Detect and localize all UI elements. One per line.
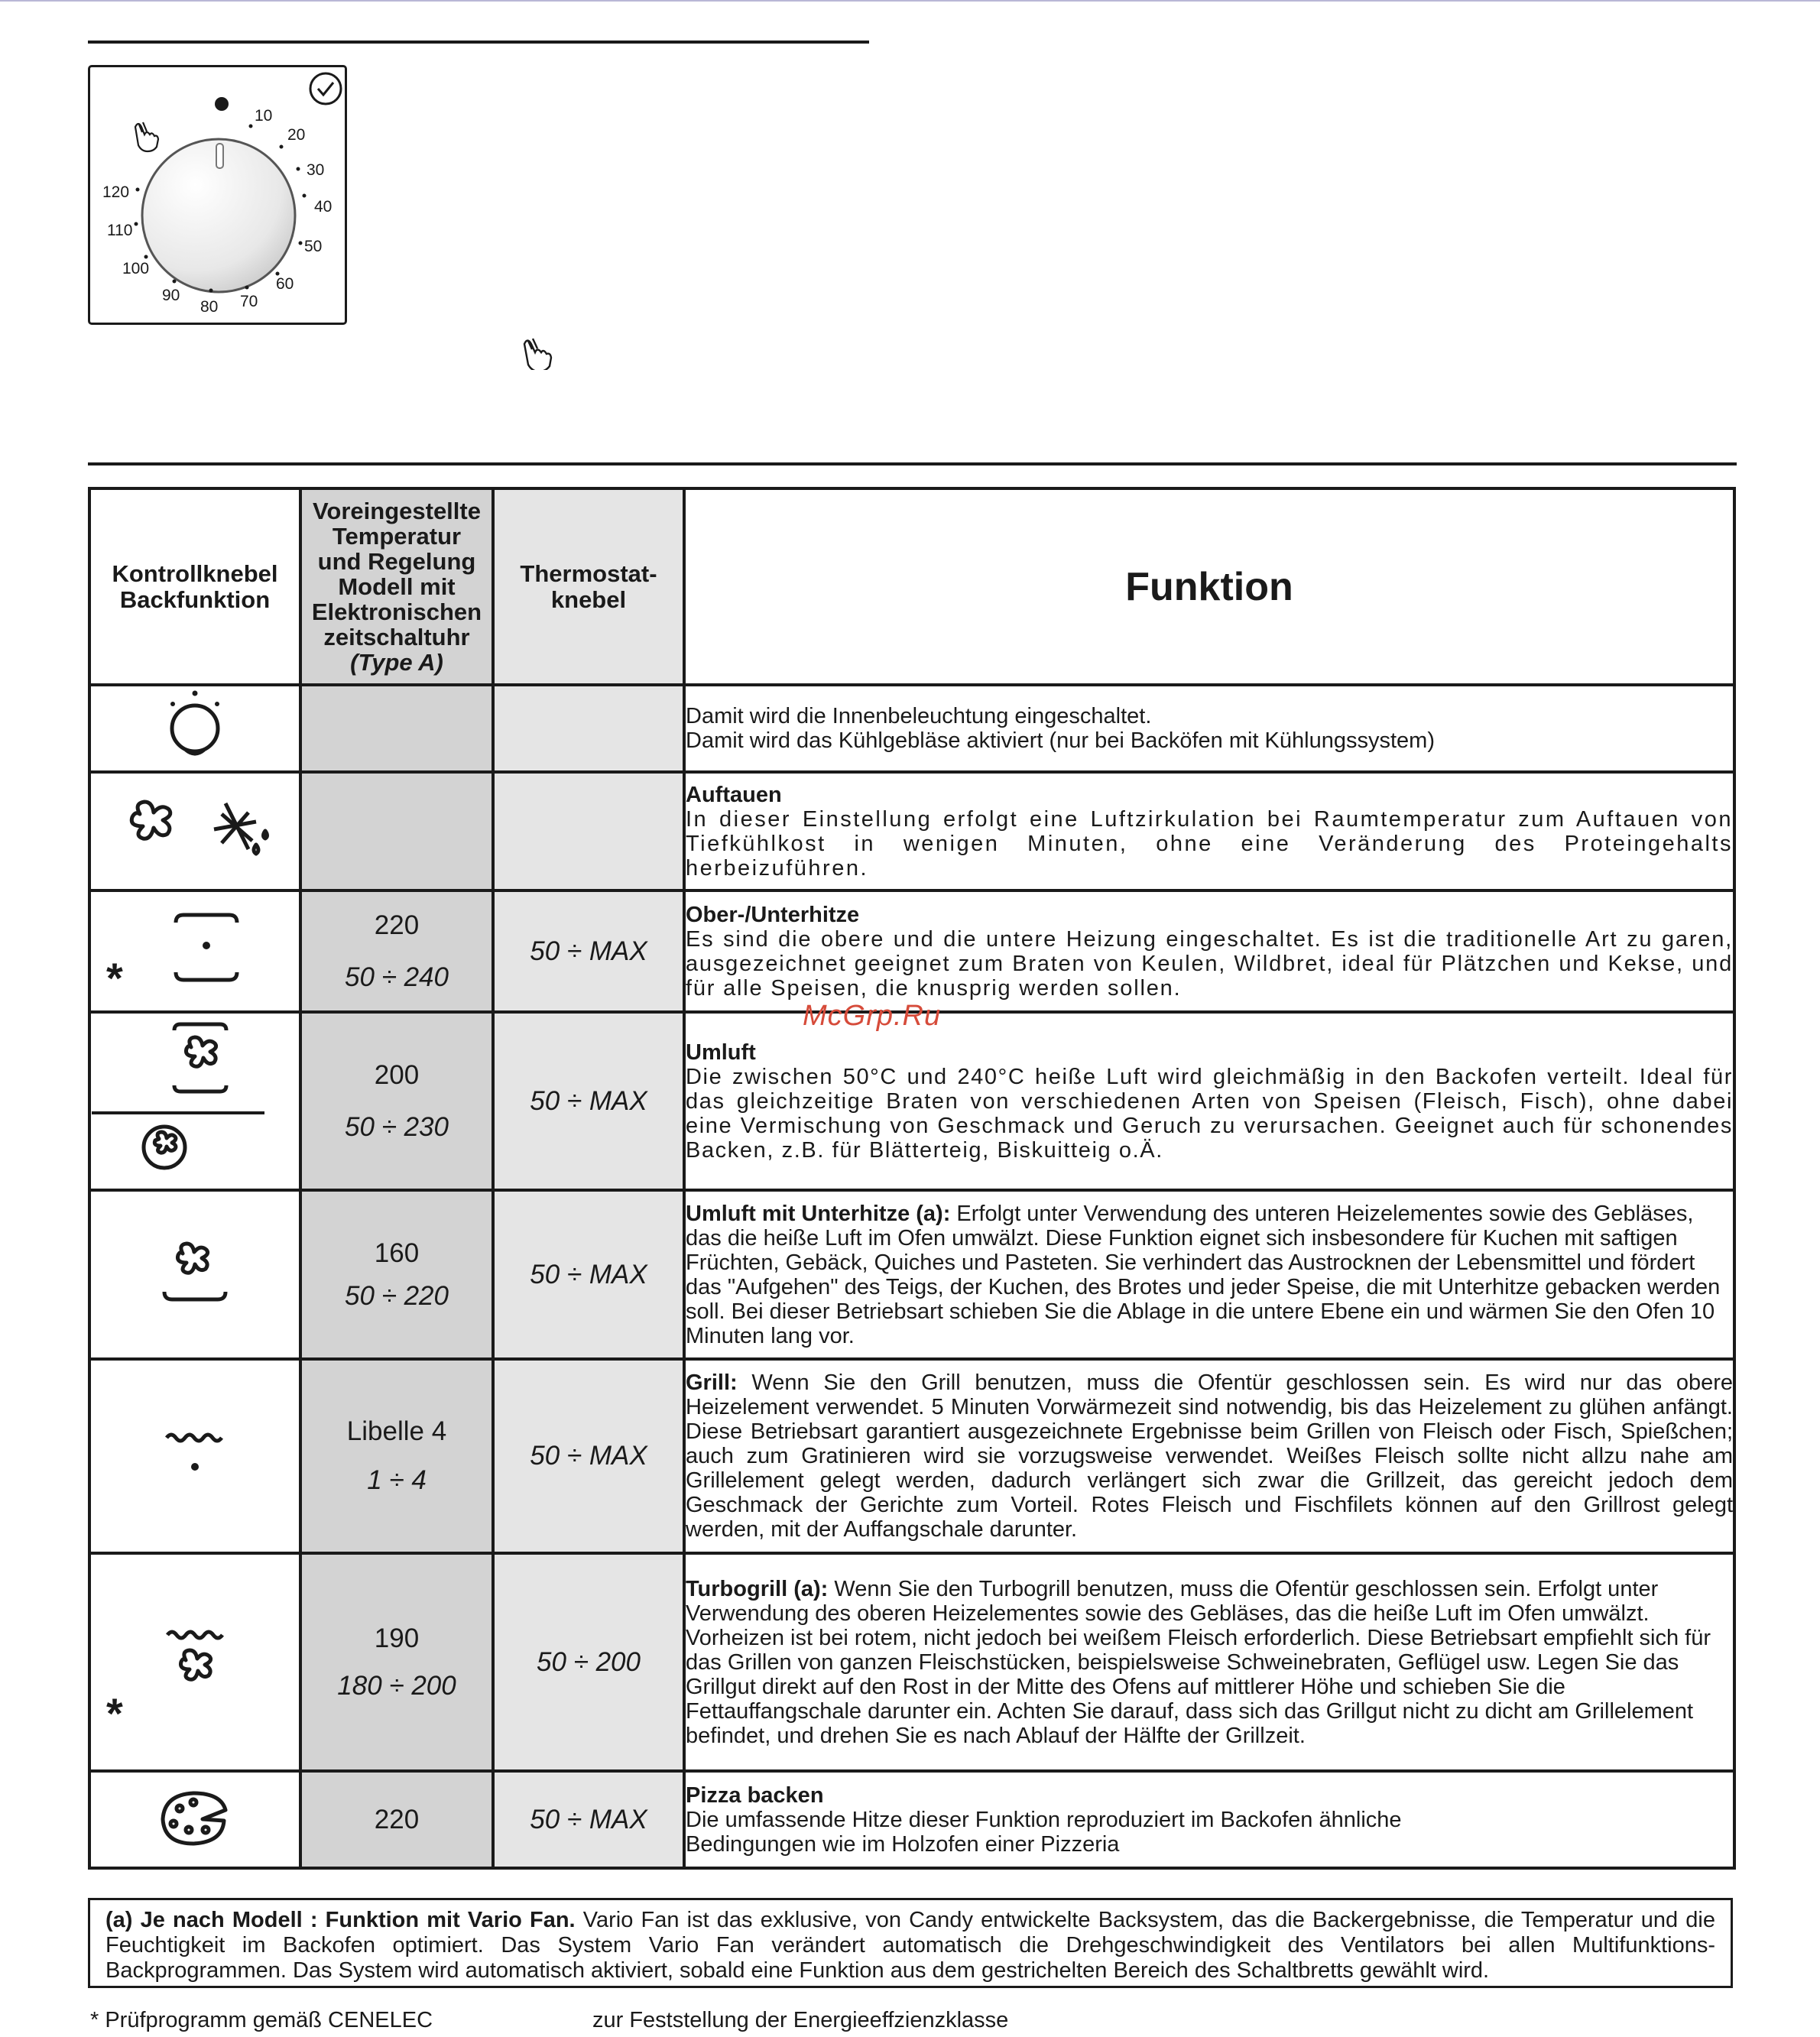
function-text-cell xyxy=(684,1012,1734,1190)
thermostat-range: 50 ÷ MAX xyxy=(530,1259,647,1289)
header-preset-temperature xyxy=(300,488,493,685)
dial-tick-label: 20 xyxy=(287,126,306,144)
header-control-knob: Kontrollknebel Backfunktion xyxy=(89,488,300,685)
dial-tick-label: 80 xyxy=(200,298,219,316)
table-row xyxy=(89,890,1734,1012)
header-thermostat: Thermostat-knebel xyxy=(493,488,684,685)
preset-value: Libelle 4 xyxy=(346,1416,447,1446)
table-row xyxy=(89,1771,1734,1868)
fan-bottom-heat-icon xyxy=(157,1231,233,1315)
section-rule-top xyxy=(88,41,869,44)
thermostat-cell xyxy=(493,1359,684,1553)
function-description: Wenn Sie den Turbogrill benutzen, muss die Ofentür geschlossen sein. Erfolgt unter Verwendung des oberen Heizelementes sowie des Gebläses, das die heiße Luft im Ofen umwälzt. Vorheizen ist bei rotem, nicht jedoch bei weißem Fleisch erforderlich. Diese Betriebsart empfiehlt sich für das Grillen von ganzen Fleischstücken, beispielsweise Schweinebraten, Geflügel usw. Legen Sie das Grillgut direkt auf den Rost in der Mitte des Ofens auf mittlerer Höhe und schieben Sie die Fettauffangschale darunter ein. Achten Sie darauf, dass sich das Grillgut nicht zu dicht am Grillelement befindet, und drehen Sie es nach Ablauf der Hälfte der Grillzeit. xyxy=(686,1576,1711,1748)
star-marker: * xyxy=(106,1689,123,1737)
function-text-cell xyxy=(684,1771,1734,1868)
function-title: Pizza backen xyxy=(686,1782,824,1808)
footnote-box xyxy=(88,1898,1733,1988)
header-line: zeitschaltuhr xyxy=(323,624,470,650)
function-text-cell xyxy=(684,772,1734,890)
thermostat-cell xyxy=(493,1553,684,1771)
test-program-note: * Prüfprogramm gemäß CENELEC xyxy=(90,2008,433,2032)
header-line: Elektronischen xyxy=(311,598,482,625)
function-title: Auftauen xyxy=(686,782,782,807)
hand-icon xyxy=(135,122,158,151)
thermostat-range: 50 ÷ 200 xyxy=(537,1646,641,1677)
top-bottom-heat-icon xyxy=(168,907,245,991)
table-row xyxy=(89,1190,1734,1359)
preset-cell xyxy=(300,1359,493,1553)
preset-range: 50 ÷ 240 xyxy=(345,962,449,992)
preset-cell xyxy=(300,772,493,890)
timer-dial-panel xyxy=(88,65,347,325)
thermostat-cell xyxy=(493,1190,684,1359)
dial-tick-label: 110 xyxy=(107,222,133,239)
preset-value: 160 xyxy=(374,1237,420,1268)
watermark: McGrp.Ru xyxy=(803,1000,942,1032)
function-description: Wenn Sie den Grill benutzen, muss die Ofentür geschlossen sein. Es wird nur das obere Heizelement verwendet. 5 Minuten Vorwärmezeit sind notwendig, bis das Heizelement zu glühen anfängt. Diese Betriebsart garantiert ausgezeichnete Ergebnisse beim Grillen von Fleisch oder Fisch, Spießchen; auch zum Gratinieren wird sie vorzugsweise verwendet. Weißes Fleisch sollte nicht allzu nahe am Grillelement gelegt werden, dadurch verlängert sich zwar die Grillzeit, das gereicht jedoch dem Geschmack der Gerichte zum Vorteil. Rotes Fleisch und Fischfilets können auf den Grillrost gelegt werden, mit der Auffangschale darunter. xyxy=(686,1370,1733,1542)
thermostat-cell xyxy=(493,890,684,1012)
dial-tick-label: 40 xyxy=(314,198,333,216)
table-header-row xyxy=(89,488,1734,685)
preset-range: 1 ÷ 4 xyxy=(367,1465,427,1495)
preset-range: 50 ÷ 220 xyxy=(345,1280,449,1311)
defrost-icon xyxy=(111,791,279,868)
function-text-cell xyxy=(684,1190,1734,1359)
preset-value: 200 xyxy=(374,1059,420,1090)
clock-check-icon xyxy=(310,73,341,104)
thermostat-range: 50 ÷ MAX xyxy=(530,1085,647,1116)
header-function: Funktion xyxy=(684,488,1734,685)
preset-cell xyxy=(300,1012,493,1190)
preset-range: 180 ÷ 200 xyxy=(337,1670,456,1701)
fan-heat-icon xyxy=(92,1015,298,1183)
row-icon-cell xyxy=(89,772,300,890)
preset-cell xyxy=(300,890,493,1012)
function-text-cell xyxy=(684,685,1734,772)
table-row xyxy=(89,1359,1734,1553)
function-description: Die umfassende Hitze dieser Funktion reproduziert im Backofen ähnliche Bedingungen wie im Holzofen einer Pizzeria xyxy=(686,1807,1402,1857)
row-icon-cell xyxy=(89,1359,300,1553)
oven-functions-table xyxy=(88,487,1736,1870)
header-line: Modell mit xyxy=(338,573,456,600)
hand-icon xyxy=(520,336,553,370)
row-icon-cell xyxy=(89,1553,300,1771)
function-title: Turbogrill (a): xyxy=(686,1576,829,1601)
thermostat-cell xyxy=(493,1012,684,1190)
function-title: Grill: xyxy=(686,1370,738,1395)
turbogrill-icon xyxy=(157,1618,233,1702)
preset-cell xyxy=(300,1553,493,1771)
row-icon-cell xyxy=(89,1771,300,1868)
preset-value: 190 xyxy=(374,1623,420,1653)
row-icon-cell xyxy=(89,890,300,1012)
function-description: In dieser Einstellung erfolgt eine Luftzirkulation bei Raumtemperatur zum Auftauen von Tiefkühlkost in wenigen Minuten, ohne eine Veränderung des Proteingehalts herbeizuführen. xyxy=(686,806,1733,881)
function-title: Umluft xyxy=(686,1040,756,1065)
header-line: Voreingestellte xyxy=(313,498,481,524)
dial-tick-label: 90 xyxy=(162,287,180,304)
function-text-cell xyxy=(684,890,1734,1012)
energy-class-note: zur Feststellung der Energieeffzienzklasse xyxy=(592,2008,1009,2032)
table-row xyxy=(89,1012,1734,1190)
dial-tick-label: 10 xyxy=(255,107,273,125)
dial-tick-label: 120 xyxy=(102,183,130,201)
function-title: Ober-/Unterhitze xyxy=(686,902,860,927)
dial-tick-label: 100 xyxy=(122,260,150,277)
thermostat-range: 50 ÷ MAX xyxy=(530,936,647,966)
thermostat-range: 50 ÷ MAX xyxy=(530,1804,647,1834)
header-line: Temperatur xyxy=(332,523,462,550)
thermostat-cell xyxy=(493,772,684,890)
table-row xyxy=(89,1553,1734,1771)
dial-tick-label: 30 xyxy=(307,161,325,179)
dial-tick-label: 70 xyxy=(240,293,258,310)
section-rule-table xyxy=(88,462,1737,465)
function-description: Die zwischen 50°C und 240°C heiße Luft wird gleichmäßig in den Backofen verteilt. Ideal für das gleichzeitige Braten von verschiedenen Arten von Speisen (Fleisch, Fisch), ohne dabei eine Vermischung von Geschmack und Geruch zu verursachen. Geeignet auch für schonendes Backen, z.B. für Blätterteig, Biskuitteig o.Ä. xyxy=(686,1064,1733,1163)
header-type: (Type A) xyxy=(350,649,443,676)
dial-tick-label: 60 xyxy=(276,275,294,293)
table-row xyxy=(89,685,1734,772)
row-icon-cell xyxy=(89,1190,300,1359)
preset-value: 220 xyxy=(374,1804,420,1834)
function-description: Es sind die obere und die untere Heizung eingeschaltet. Es ist die traditionelle Art zu garen, ausgezeichnet geeignet zum Braten von Keulen, Wildbret, ideal für Plätzchen und Kekse, und für alle Speisen, die knusprig werden sollen. xyxy=(686,926,1733,1001)
off-dot xyxy=(215,97,229,111)
lamp-icon xyxy=(161,689,229,765)
row-icon-cell xyxy=(89,685,300,772)
preset-range: 50 ÷ 230 xyxy=(345,1111,449,1142)
function-text-cell xyxy=(684,1359,1734,1553)
star-marker: * xyxy=(106,954,123,1002)
grill-icon xyxy=(161,1424,229,1485)
top-border-line xyxy=(0,0,1820,2)
footnote-text: Vario Fan ist das exklusive, von Candy entwickelte Backsystem, das die Backergebnisse, die Temperatur und die Feuchtigkeit im Backofen optimiert. Das System Vario Fan verändert automatisch die Drehgeschwindigkeit des Ventilators bei allen Multifunktions-Backprogrammen. Das System wird automatisch aktiviert, sobald eine Funktion aus dem gestrichelten Bereich des Schaltbretts gewählt wird. xyxy=(105,1908,1715,1983)
knob-pointer xyxy=(216,144,223,168)
pizza-icon xyxy=(157,1787,233,1848)
function-text-cell xyxy=(684,1553,1734,1771)
dial-tick-label: 50 xyxy=(304,238,323,255)
preset-cell xyxy=(300,685,493,772)
table-row xyxy=(89,772,1734,890)
preset-cell xyxy=(300,1771,493,1868)
row-icon-cell xyxy=(89,1012,300,1190)
footnote-title: (a) Je nach Modell : Funktion mit Vario Fan. xyxy=(105,1908,576,1932)
function-description: Erfolgt unter Verwendung des unteren Heizelementes sowie des Gebläses, das die heiße Luft im Ofen umwälzt. Diese Funktion eignet sich insbesondere für Kuchen mit saftigen Früchten, Gebäck, Quiches und Pasteten. Sie verhindert das Austrocknen der Lebensmittel und fördert das "Aufgehen" des Teigs, der Kuchen, des Brotes und jeder Speise, die mit Unterhitze gebacken werden soll. Bei dieser Betriebsart schieben Sie die Ablage in die untere Ebene ein und wärmen Sie den Ofen 10 Minuten lang vor. xyxy=(686,1201,1721,1348)
header-line: und Regelung xyxy=(317,548,476,575)
thermostat-range: 50 ÷ MAX xyxy=(530,1441,647,1471)
thermostat-cell xyxy=(493,685,684,772)
preset-value: 220 xyxy=(374,910,420,940)
preset-cell xyxy=(300,1190,493,1359)
function-description: Damit wird die Innenbeleuchtung eingeschaltet. Damit wird das Kühlgebläse aktiviert (nur bei Backöfen mit Kühlungssystem) xyxy=(686,704,1435,753)
function-title: Umluft mit Unterhitze (a): xyxy=(686,1201,951,1226)
thermostat-cell xyxy=(493,1771,684,1868)
